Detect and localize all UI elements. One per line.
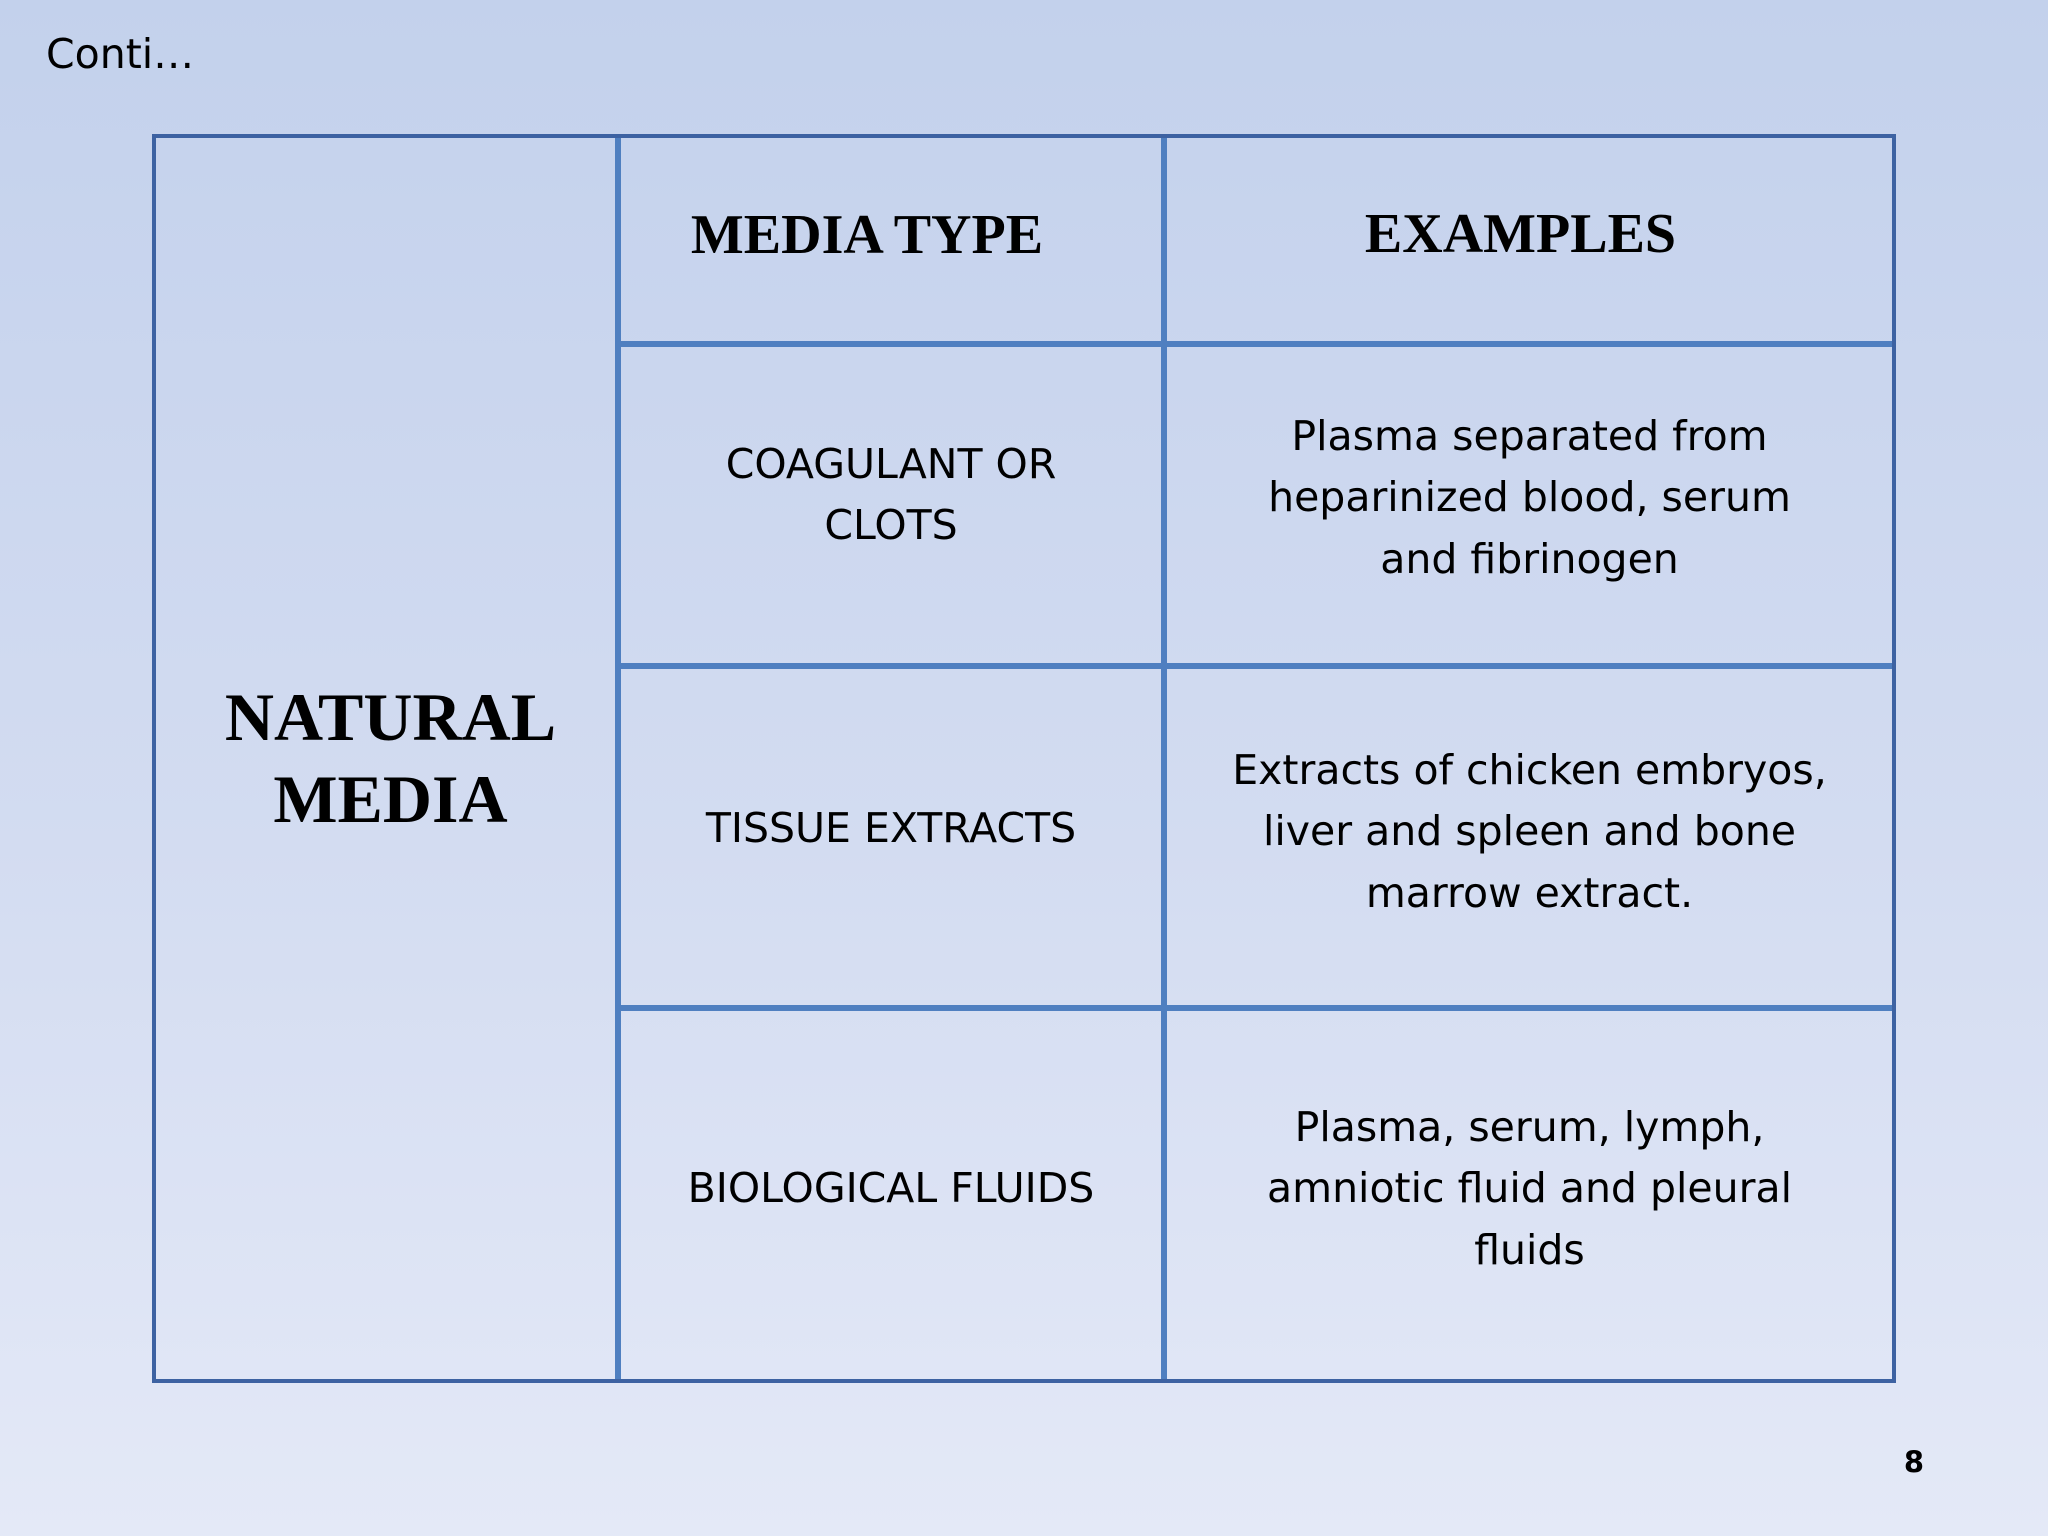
media-type-text: BIOLOGICAL FLUIDS bbox=[687, 1164, 1095, 1213]
table-row-media-type bbox=[621, 347, 1161, 663]
examples-text: Extracts of chicken embryos, liver and spleen and bone marrow extract. bbox=[1232, 745, 1827, 917]
category-cell bbox=[156, 138, 615, 1379]
media-type-text: TISSUE EXTRACTS bbox=[705, 804, 1077, 853]
header-cell-media-type bbox=[621, 138, 1161, 341]
table-row-media-type bbox=[621, 669, 1161, 1005]
table-row-examples bbox=[1167, 1011, 1892, 1379]
media-table bbox=[152, 134, 1896, 1383]
examples-text: Plasma separated from heparinized blood, serum and fibrinogen bbox=[1268, 411, 1791, 583]
table-row-examples bbox=[1167, 347, 1892, 663]
header-cell-examples bbox=[1167, 138, 1892, 341]
page-number: 8 bbox=[1903, 1445, 1924, 1479]
header-media-type: MEDIA TYPE bbox=[690, 203, 1044, 266]
category-label: NATURAL MEDIA bbox=[224, 678, 557, 837]
media-type-text: COAGULANT OR CLOTS bbox=[725, 439, 1057, 549]
table-row-media-type bbox=[621, 1011, 1161, 1379]
examples-text: Plasma, serum, lymph, amniotic fluid and pleural fluids bbox=[1267, 1102, 1792, 1274]
table-row-examples bbox=[1167, 669, 1892, 1005]
header-examples: EXAMPLES bbox=[1364, 202, 1677, 265]
slide-heading: Conti… bbox=[46, 30, 195, 78]
